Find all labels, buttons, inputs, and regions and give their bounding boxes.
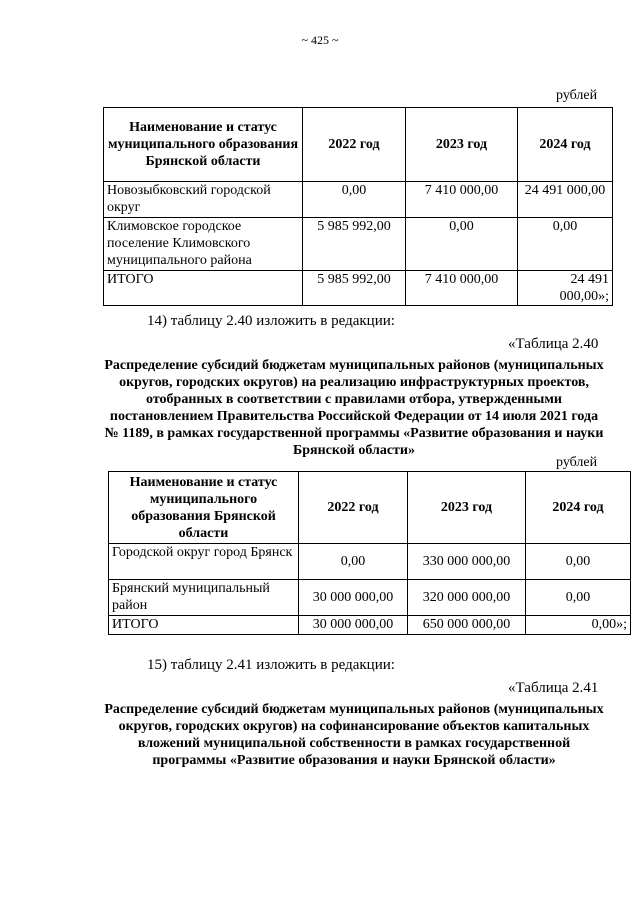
item15-text: 15) таблицу 2.41 изложить в редакции:	[147, 657, 395, 673]
item14-text: 14) таблицу 2.40 изложить в редакции:	[147, 313, 395, 329]
table-2	[108, 471, 631, 635]
table2-cell: Брянский муниципальный район	[109, 580, 299, 616]
table2-unit: рублей	[556, 455, 598, 470]
table-row	[109, 580, 631, 616]
table1-cell: Новозыбковский городской округ	[104, 182, 303, 218]
table2-cell: 0,00»;	[526, 616, 631, 635]
table2-cell: 650 000 000,00	[408, 616, 526, 635]
table-row	[104, 271, 613, 306]
table2-cell: Городской округ город Брянск	[109, 544, 299, 580]
table-row	[109, 544, 631, 580]
table2-header-name: Наименование и статус муниципального образования Брянской области	[109, 472, 299, 544]
table1-cell: 0,00	[406, 218, 518, 271]
table2-cell: 0,00	[526, 580, 631, 616]
table2-cell: 30 000 000,00	[299, 616, 408, 635]
table2-header-row	[109, 472, 631, 544]
table2-cell: 30 000 000,00	[299, 580, 408, 616]
table2-cell: ИТОГО	[109, 616, 299, 635]
table2-cell: 330 000 000,00	[408, 544, 526, 580]
table1-header-name: Наименование и статус муниципального образования Брянской области	[104, 108, 303, 182]
table1-cell: 24 491 000,00»;	[518, 271, 613, 306]
item15-caption: «Таблица 2.41	[508, 680, 599, 696]
page-number: ~ 425 ~	[301, 33, 339, 47]
table-row	[104, 218, 613, 271]
table1-cell: 0,00	[303, 182, 406, 218]
table-row	[109, 616, 631, 635]
table2-cell: 0,00	[299, 544, 408, 580]
table1-header-row	[104, 108, 613, 182]
table-row	[104, 182, 613, 218]
table2-cell: 320 000 000,00	[408, 580, 526, 616]
item14-caption: «Таблица 2.40	[508, 336, 599, 352]
table1-unit: рублей	[556, 88, 598, 103]
table1-cell: 7 410 000,00	[406, 182, 518, 218]
table1-cell: 0,00	[518, 218, 613, 271]
table1-cell: ИТОГО	[104, 271, 303, 306]
item14-heading: Распределение субсидий бюджетам муниципальных районов (муниципальных округов, городских округов) на реализацию инфраструктурных проектов, отобранных в соответствии с правилами отбора, утвержденными постановлением Правительства Российской Федерации от 14 июля 2021 года № 1189, в рамках государственной программы «Развитие образования и науки Брянской области»	[104, 358, 604, 458]
table1-cell: Климовское городское поселение Климовского муниципального района	[104, 218, 303, 271]
table2-header-2023: 2023 год	[408, 472, 526, 544]
table-1	[103, 107, 613, 306]
table2-header-2024: 2024 год	[526, 472, 631, 544]
table2-cell: 0,00	[526, 544, 631, 580]
table1-header-2024: 2024 год	[518, 108, 613, 182]
table1-cell: 24 491 000,00	[518, 182, 613, 218]
table1-cell: 7 410 000,00	[406, 271, 518, 306]
table1-header-2023: 2023 год	[406, 108, 518, 182]
item15-heading: Распределение субсидий бюджетам муниципальных районов (муниципальных округов, городских округов) на софинансирование объектов капитальных вложений муниципальной собственности в рамках государственной программы «Развитие образования и науки Брянской области»	[104, 702, 604, 768]
table1-cell: 5 985 992,00	[303, 218, 406, 271]
table1-cell: 5 985 992,00	[303, 271, 406, 306]
table1-header-2022: 2022 год	[303, 108, 406, 182]
table2-header-2022: 2022 год	[299, 472, 408, 544]
